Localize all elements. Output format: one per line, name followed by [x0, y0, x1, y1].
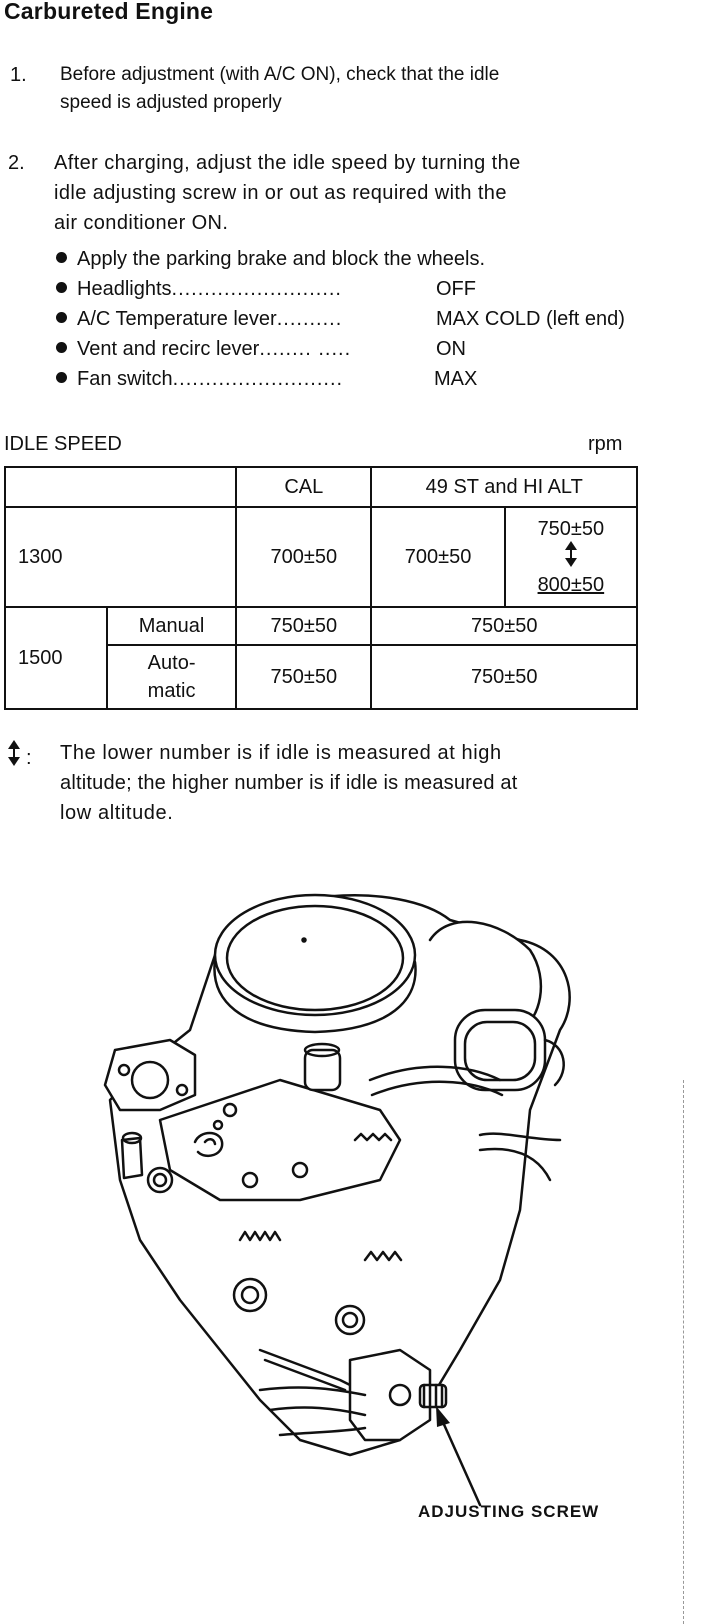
step-number: 2.	[8, 152, 25, 174]
hialt-upper-value: 750±50	[537, 518, 605, 540]
table-unit: rpm	[588, 433, 623, 455]
footnote-line: The lower number is if idle is measured at high	[60, 742, 502, 764]
bullet-icon	[56, 342, 67, 353]
condition-list	[56, 244, 625, 394]
leader-dots: ..........................	[172, 368, 344, 390]
table-header-row	[5, 467, 637, 507]
list-item	[56, 274, 485, 304]
leader-dots: ..........	[276, 308, 343, 330]
header-blank-cell	[5, 467, 236, 507]
trans-auto-line: matic	[147, 680, 196, 702]
footnote-colon: :	[26, 746, 32, 769]
model-1500: 1500	[5, 607, 107, 709]
header-cal: CAL	[236, 467, 371, 507]
cell-1300-hialt	[505, 507, 637, 607]
figure-caption: ADJUSTING SCREW	[418, 1502, 600, 1521]
footnote-line: altitude; the higher number is if idle is measured at	[60, 772, 518, 794]
double-arrow-icon	[506, 541, 636, 573]
bullet-icon	[56, 282, 67, 293]
list-item	[56, 364, 485, 394]
trans-automatic	[107, 645, 236, 709]
item-value: ON	[436, 338, 466, 360]
step-number: 1.	[10, 64, 27, 86]
step-text	[60, 60, 499, 118]
footnote-line: low altitude.	[60, 802, 174, 824]
trans-manual: Manual	[107, 607, 236, 645]
item-label: Vent and recirc lever	[77, 338, 260, 360]
cell-1500-auto-49st: 750±50	[371, 645, 637, 709]
list-item	[56, 244, 485, 274]
step-line: After charging, adjust the idle speed by turning the	[54, 152, 521, 174]
table-title: IDLE SPEED	[4, 433, 122, 455]
item-label: Fan switch	[77, 368, 173, 390]
cell-1300-cal: 700±50	[236, 507, 371, 607]
footnote-symbol	[8, 740, 32, 775]
model-1300: 1300	[5, 507, 236, 607]
item-value: MAX	[434, 368, 478, 390]
double-arrow-icon	[8, 740, 20, 775]
bullet-icon	[56, 252, 67, 263]
footnote	[4, 738, 644, 830]
step-line: speed is adjusted properly	[60, 92, 282, 113]
step-line: Before adjustment (with A/C ON), check that the idle	[60, 64, 500, 85]
cell-1500-auto-cal: 750±50	[236, 645, 371, 709]
step-line: idle adjusting screw in or out as required with the	[54, 182, 507, 204]
bullet-icon	[56, 372, 67, 383]
item-label: Apply the parking brake and block the wheels.	[77, 248, 486, 270]
bullet-icon	[56, 312, 67, 323]
page-edge-line	[683, 1080, 684, 1624]
cell-1300-49st: 700±50	[371, 507, 504, 607]
item-label: A/C Temperature lever	[77, 308, 277, 330]
list-item	[56, 304, 625, 334]
cell-1500-manual-49st: 750±50	[371, 607, 637, 645]
cell-1500-manual-cal: 750±50	[236, 607, 371, 645]
table-row	[5, 507, 637, 607]
table-row	[5, 607, 637, 645]
hialt-lower-value: 800±50	[537, 574, 605, 596]
trans-auto-line: Auto-	[147, 652, 196, 674]
item-label: Headlights	[77, 278, 172, 300]
item-value: MAX COLD (left end)	[436, 308, 625, 330]
idle-speed-table	[4, 466, 638, 710]
leader-dots: ........ .....	[259, 338, 352, 360]
page-title: Carbureted Engine	[4, 0, 214, 24]
step-1	[0, 60, 700, 120]
step-2	[0, 148, 700, 244]
step-text	[54, 148, 521, 238]
leader-dots: ..........................	[171, 278, 342, 300]
header-49st: 49 ST and HI ALT	[371, 467, 637, 507]
footnote-text	[60, 738, 640, 828]
step-line: air conditioner ON.	[54, 212, 229, 234]
list-item	[56, 334, 485, 364]
item-value: OFF	[436, 278, 476, 300]
carburetor-illustration	[100, 880, 620, 1510]
